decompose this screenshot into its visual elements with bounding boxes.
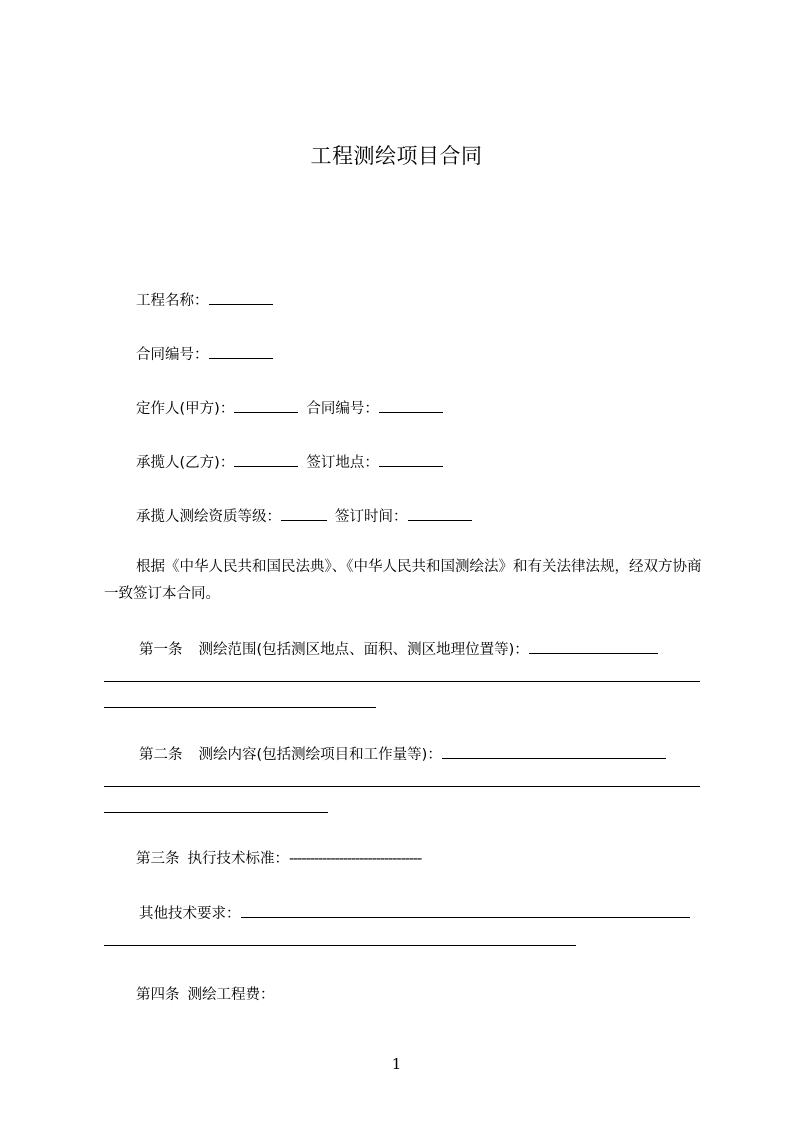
article-2-line-2[interactable] bbox=[104, 786, 700, 787]
article-1-number: 第一条 bbox=[139, 642, 183, 658]
article-1-heading bbox=[139, 638, 658, 661]
article-3-number: 第三条 bbox=[136, 851, 180, 867]
other-requirements-blank[interactable] bbox=[241, 902, 690, 918]
party-b-row bbox=[136, 451, 443, 474]
party-b-blank[interactable] bbox=[234, 451, 298, 467]
article-4-text: 测绘工程费： bbox=[187, 987, 275, 1003]
party-a-blank[interactable] bbox=[234, 397, 298, 413]
contract-number-blank[interactable] bbox=[209, 343, 273, 359]
page-number: 1 bbox=[391, 1055, 402, 1073]
party-a-row bbox=[136, 397, 443, 420]
preamble-text: 根据《中华人民共和国民法典》、《中华人民共和国测绘法》和有关法律法规，经双方协商一致签订本合同。 bbox=[104, 559, 702, 602]
document-title: 工程测绘项目合同 bbox=[310, 144, 483, 168]
article-2-heading bbox=[139, 743, 666, 766]
other-requirements-heading bbox=[139, 902, 690, 925]
sign-place-blank[interactable] bbox=[379, 451, 443, 467]
contract-number-label: 合同编号： bbox=[136, 347, 209, 363]
qualification-row bbox=[136, 505, 472, 528]
article-1-blank[interactable] bbox=[529, 638, 658, 654]
article-2-number: 第二条 bbox=[139, 747, 183, 763]
qualification-label: 承揽人测绘资质等级： bbox=[136, 509, 281, 525]
sign-time-label: 签订时间： bbox=[335, 509, 408, 525]
article-2-blank[interactable] bbox=[442, 743, 666, 759]
contract-number-label-2: 合同编号： bbox=[306, 401, 379, 417]
article-2-text: 测绘内容(包括测绘项目和工作量等)： bbox=[198, 747, 442, 763]
sign-place-label: 签订地点： bbox=[306, 455, 379, 471]
article-3-text: 执行技术标准： bbox=[187, 851, 289, 867]
project-name-field bbox=[136, 289, 273, 312]
contract-number-blank-2[interactable] bbox=[379, 397, 443, 413]
party-b-label: 承揽人(乙方)： bbox=[136, 455, 235, 471]
article-3-dashes: -------------------------------- bbox=[289, 851, 422, 867]
other-requirements-line-2[interactable] bbox=[104, 945, 576, 946]
article-1-line-2[interactable] bbox=[104, 681, 700, 682]
project-name-label: 工程名称： bbox=[136, 293, 209, 309]
article-2-line-3[interactable] bbox=[104, 812, 328, 813]
article-1-line-3[interactable] bbox=[104, 707, 376, 708]
other-requirements-label: 其他技术要求： bbox=[139, 906, 241, 922]
preamble-paragraph bbox=[104, 554, 702, 608]
article-4-number: 第四条 bbox=[136, 987, 180, 1003]
party-a-label: 定作人(甲方)： bbox=[136, 401, 235, 417]
article-1-text: 测绘范围(包括测区地点、面积、测区地理位置等)： bbox=[198, 642, 529, 658]
article-3-heading bbox=[136, 848, 421, 870]
project-name-blank[interactable] bbox=[209, 289, 273, 305]
qualification-blank[interactable] bbox=[281, 505, 327, 521]
sign-time-blank[interactable] bbox=[408, 505, 472, 521]
contract-number-field bbox=[136, 343, 273, 366]
article-4-heading bbox=[136, 984, 275, 1006]
